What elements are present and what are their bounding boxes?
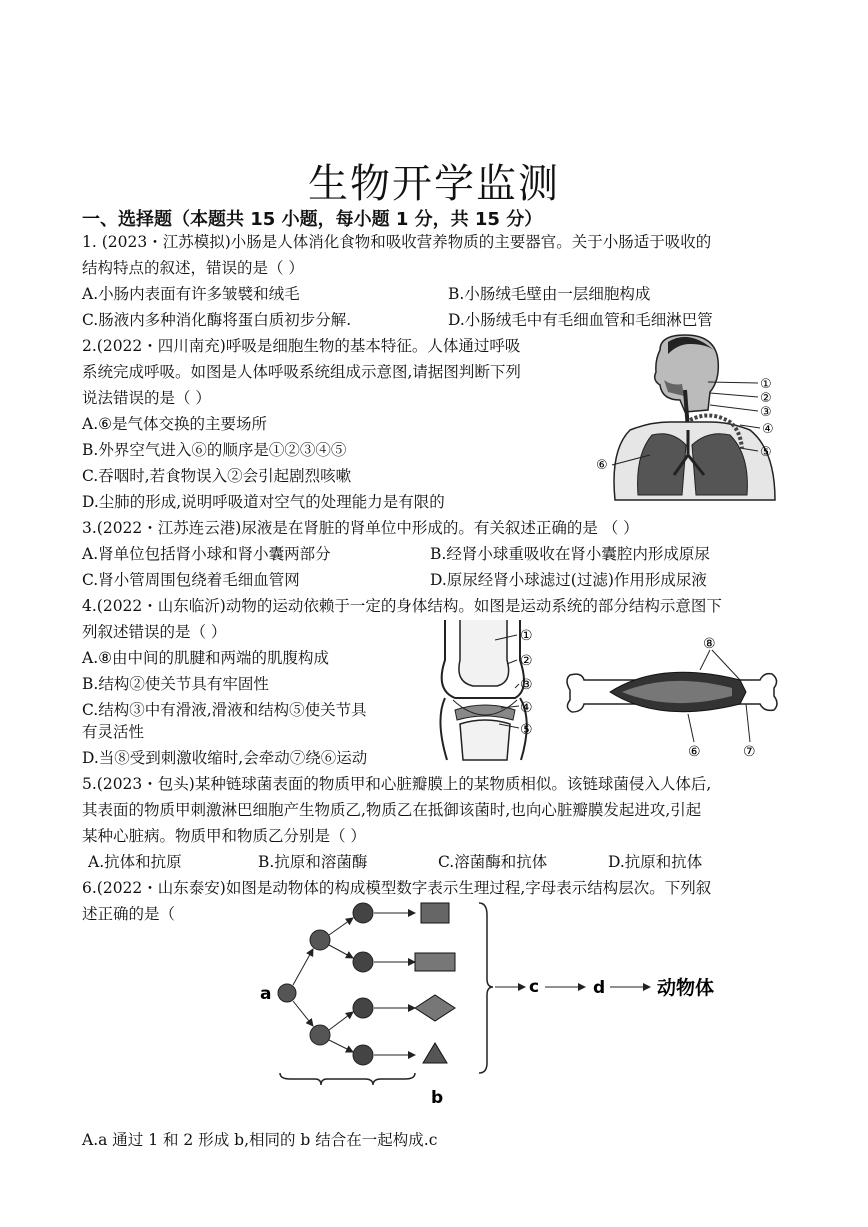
q4-stem-line1: 4.(2022・山东临沂)动物的运动依赖于一定的身体结构。如图是运动系统的部分结构示意图下	[82, 597, 722, 615]
q3-option-a: A.肾单位包括肾小球和肾小囊两部分	[82, 545, 331, 563]
q3-option-b: B.经肾小球重吸收在肾小囊腔内形成原尿	[430, 545, 710, 563]
q2-stem-line1: 2.(2022・四川南充)呼吸是细胞生物的基本特征。人体通过呼吸	[82, 337, 521, 355]
resp-label-2: ②	[760, 391, 772, 406]
q4-option-c-line2: 有灵活性	[82, 723, 145, 741]
q4-option-a: A.⑧由中间的肌腱和两端的肌腹构成	[82, 649, 330, 667]
q5-stem-line3: 某种心脏病。物质甲和物质乙分别是（ ）	[82, 827, 366, 845]
joint-label-5: ⑤	[520, 722, 533, 738]
q5-option-c: C.溶菌酶和抗体	[438, 853, 548, 871]
q2-option-a: A.⑥是气体交换的主要场所	[82, 415, 268, 433]
q2-option-c: C.吞咽时,若食物误入②会引起剧烈咳嗽	[82, 467, 352, 485]
resp-label-4: ④	[762, 422, 774, 437]
q4-option-d: D.当⑧受到刺激收缩时,会牵动⑦绕⑥运动	[82, 749, 368, 767]
muscle-label-7: ⑦	[743, 744, 756, 760]
joint-label-2: ②	[520, 653, 533, 669]
resp-label-5: ⑤	[760, 445, 772, 460]
section-heading: 一、选择题（本题共 15 小题，每小题 1 分，共 15 分）	[82, 209, 543, 230]
q3-stem: 3.(2022・江苏连云港)尿液是在肾脏的肾单位中形成的。有关叙述正确的是 （ ）	[82, 519, 639, 537]
q5-option-b: B.抗原和溶菌酶	[258, 853, 368, 871]
q1-option-b: B.小肠绒毛壁由一层细胞构成	[448, 285, 651, 303]
respiratory-system-figure	[590, 330, 790, 510]
q4-stem-line2: 列叙述错误的是（ ）	[82, 623, 227, 641]
q5-stem-line2: 其表面的物质甲刺激淋巴细胞产生物质乙,物质乙在抵御该菌时,也向心脏瓣膜发起进攻,引起	[82, 801, 702, 819]
muscle-bone-figure	[560, 630, 785, 760]
structure-label-d: d	[593, 978, 606, 998]
q5-stem-line1: 5.(2023・包头)某种链球菌表面的物质甲和心脏瓣膜上的某物质相似。该链球菌侵入人体后,	[82, 775, 712, 793]
joint-label-1: ①	[520, 628, 533, 644]
resp-label-6: ⑥	[596, 458, 608, 473]
q4-option-c-line1: C.结构③中有滑液,滑液和结构⑤使关节具	[82, 701, 367, 719]
q3-option-d: D.原尿经肾小球滤过(过滤)作用形成尿液	[430, 571, 707, 589]
resp-label-3: ③	[760, 405, 772, 420]
q2-option-d: D.尘肺的形成,说明呼吸道对空气的处理能力是有限的	[82, 493, 445, 511]
structure-label-c: c	[529, 977, 540, 997]
q6-stem-line2: 述正确的是（	[82, 905, 176, 923]
q5-option-a: A.抗体和抗原	[88, 853, 182, 871]
q2-stem-line3: 说法错误的是（ ）	[82, 389, 211, 407]
q1-option-c: C.肠液内多种消化酶将蛋白质初步分解.	[82, 311, 352, 329]
joint-figure	[425, 620, 545, 760]
q1-stem-line1: 1. (2023・江苏模拟)小肠是人体消化食物和吸收营养物质的主要器官。关于小肠适于吸收的	[82, 233, 712, 251]
q2-option-b: B.外界空气进入⑥的顺序是①②③④⑤	[82, 441, 347, 459]
structure-label-b: b	[431, 1088, 444, 1108]
q3-option-c: C.肾小管周围包绕着毛细血管网	[82, 571, 300, 589]
muscle-label-8: ⑧	[703, 636, 716, 652]
q4-option-b: B.结构②使关节具有牢固性	[82, 675, 269, 693]
joint-label-4: ④	[520, 700, 533, 716]
q5-option-d: D.抗原和抗体	[608, 853, 703, 871]
q6-stem-line1: 6.(2022・山东泰安)如图是动物体的构成模型数字表示生理过程,字母表示结构层次。下列叙	[82, 879, 712, 897]
structure-label-animal: 动物体	[657, 977, 715, 999]
q1-stem-line2: 结构特点的叙述，错误的是（ ）	[82, 259, 304, 277]
structure-level-figure	[255, 895, 755, 1115]
q6-option-a: A.a 通过 1 和 2 形成 b,相同的 b 结合在一起构成.c	[82, 1131, 438, 1149]
q1-option-d: D.小肠绒毛中有毛细血管和毛细淋巴管	[448, 311, 713, 329]
page-title: 生物开学监测	[308, 161, 560, 207]
q2-stem-line2: 系统完成呼吸。如图是人体呼吸系统组成示意图,请据图判断下列	[82, 363, 521, 381]
q1-option-a: A.小肠内表面有许多皱襞和绒毛	[82, 285, 300, 303]
joint-label-3: ③	[520, 677, 533, 693]
structure-label-a: a	[260, 984, 272, 1004]
muscle-label-6: ⑥	[688, 744, 701, 760]
resp-label-1: ①	[760, 377, 772, 392]
